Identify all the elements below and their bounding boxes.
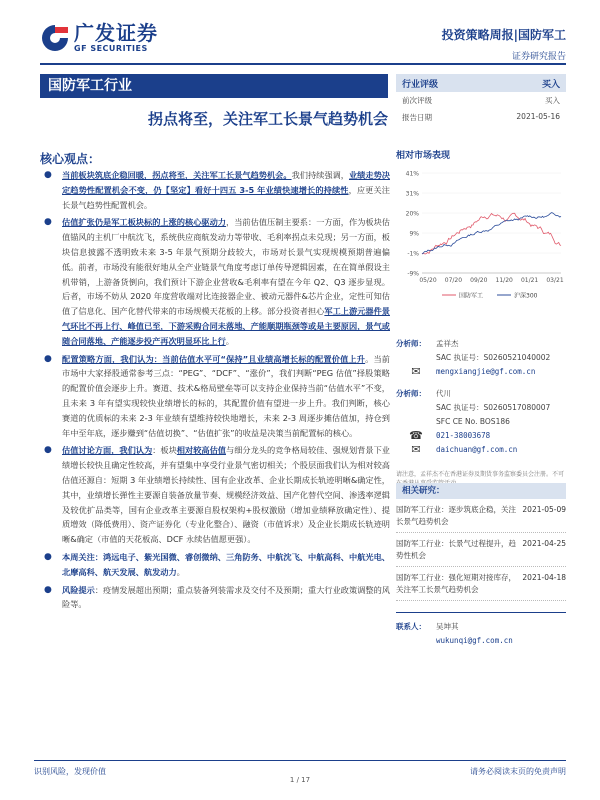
y-tick-label: 9% bbox=[409, 230, 419, 238]
x-tick-label: 07/20 bbox=[444, 277, 463, 284]
core-view-item: ● 估值扩张仍是军工板块标的上涨的核心驱动力，当前估值压制主要系：一方面，作为板块估值锚风的主机厂中航沈飞，系统供应商航发动力等带收、毛利率拐点未兑现；另一方面，板块信息披露不透明致未来 3-5 年景气预期分歧较大，市场对长景气实现规模预期普遍偏低。前者，市场没有能很好地从全产业链景气角度考虑订单传导逻辑因素，在在简单假设主机带销，上游备货倒向，我们预计下游企业营收&毛利率有望在今年 Q2、Q3 逐步显现。后者，市场不妨从 2020 年度营收端对比连接器企业、被动元器件&芯片企业，定性可知估值了信息化、国产化替代带来的市场规模天花板的上移。部分投资者担心军工上游元器件景气环比不再上行、峰值已至，下游采购合同未落地、产能顺期瓶颈等或是主要原因，景气或随合同落地、产能逐步投产再次明显环比上行。 bbox=[44, 217, 390, 346]
y-tick-label: -1% bbox=[407, 250, 419, 258]
previous-rating-row: 前次评级 买入 bbox=[402, 96, 560, 105]
footer-slogan: 识别风险，发现价值 bbox=[34, 767, 106, 776]
x-tick-label: 01/21 bbox=[520, 277, 539, 284]
y-tick-label: 31% bbox=[405, 190, 419, 198]
rating-header bbox=[396, 74, 566, 92]
analyst-role: 分析师： bbox=[396, 388, 426, 398]
legend-label: 国防军工 bbox=[459, 292, 484, 300]
contact-name: 吴坤其 bbox=[436, 621, 459, 631]
report-subtype: 证券研究报告 bbox=[511, 52, 566, 62]
email-icon: ✉ bbox=[411, 364, 421, 378]
series-line-defense bbox=[422, 213, 561, 254]
disclaimer-note: 请注意，孟祥杰不在香港证券及期货事务监察委员会注册。不可 bbox=[396, 471, 565, 478]
core-view-item: ● 本周关注：鸿远电子、紫光国微、睿创微纳、三角防务、中航沈飞、中航高科、中航光电、北摩高科、航天发展、航发动力。 bbox=[44, 551, 390, 577]
analyst-block-1 bbox=[396, 336, 566, 378]
core-view-item: ● 配置策略方面，我们认为：当前估值水平可“保持”且业绩高增长标的配置价值上升。当前市场中大家择股通常参考三点：“PEG”、“DCF”、“涨价”，我们判断“PEG 估值”择股策略的配置价值会逐步上升。赛道、技术&格局壁垒等可以支持企业保持当前“估值水平”不变，且未来 3 年有望实现较快业绩增长的标的，其配置价值有望进一步上升。我们判断，核心赛道的优质标的未来 2-3 年业绩有望维持较快地增长，未来 2-3 周逐步摊估值加，持仓到年中至年底，逐步赚到“估值切换”、“估值扩张”的收益是决策当前配置标的核心。 bbox=[44, 353, 390, 438]
rating-label: 行业评级 bbox=[402, 79, 439, 90]
industry-banner: 国防军工行业 bbox=[40, 74, 388, 98]
bullet-icon: ● bbox=[44, 445, 52, 456]
logo-name-en: GF SECURITIES bbox=[74, 44, 148, 53]
logo bbox=[40, 22, 158, 53]
analyst-sfc: SFC CE No. BOS186 bbox=[436, 416, 510, 426]
bullet-icon: ● bbox=[44, 551, 52, 562]
analyst-sac: SAC 执证号：S0260517080007 bbox=[436, 402, 551, 412]
report-date-row: 报告日期 2021-05-16 bbox=[402, 112, 560, 122]
related-research bbox=[396, 483, 566, 601]
logo-name-cn: 广发证券 bbox=[74, 21, 158, 45]
report-headline: 拐点将至，关注军工长景气趋势机会 bbox=[147, 110, 388, 128]
core-view-item: ● 估值讨论方面，我们认为：板块相对较高估值与细分龙头的竞争格局较佳、强规划背景下业绩增长较快且确定性较高，并有望集中享受行业景气密切相关；个股层面我们认为相对较高估值还源自：短期 3 年业绩增长持续性、国有企业改革、企业长期成长轨迹明晰&确定性，其中，业绩增长弹性主要源自装备放量节奏、规模经济效益、国产化替代空间、渗透率逻辑及较优扩品类等，国有企业改革主要源自股权架构+股权激励（增加业绩释放确定性）、提质增效（降低费用）、资产证券化（专业化整合）、融资（市值诉求）及企业长期成长轨迹明晰&确定（市值的天花板高、DCF 永续估值愿更强）。 bbox=[44, 445, 390, 545]
y-tick-label: 20% bbox=[405, 210, 419, 218]
rating-value: 买入 bbox=[541, 79, 560, 90]
research-item[interactable]: 国防军工行业：强化短期对接库存，关注军工长景气趋势机会 2021-04-18 bbox=[396, 567, 566, 601]
analyst-block-2 bbox=[396, 386, 566, 456]
footer-disclaimer: 请务必阅读末页的免责声明 bbox=[470, 767, 566, 776]
analyst-role: 分析师： bbox=[396, 338, 426, 348]
x-tick-label: 11/20 bbox=[495, 277, 513, 284]
phone-icon: ☎ bbox=[409, 428, 423, 442]
contact-block bbox=[396, 612, 566, 647]
bullet-icon: ● bbox=[44, 584, 52, 595]
rating-panel bbox=[396, 74, 566, 126]
research-item[interactable]: 国防军工行业：逐步筑底企稳，关注长景气趋势机会 2021-05-09 bbox=[396, 499, 566, 533]
contact-email[interactable]: wukunqi@gf.com.cn bbox=[436, 635, 513, 645]
analyst-email[interactable]: daichuan@gf.com.cn bbox=[436, 444, 518, 454]
bullet-icon: ● bbox=[44, 353, 52, 364]
core-view-list bbox=[40, 168, 390, 615]
market-performance-title: 相对市场表现 bbox=[396, 151, 451, 161]
related-research-title: 相关研究： bbox=[396, 483, 566, 499]
legend-label: 沪深300 bbox=[514, 292, 538, 300]
research-item[interactable]: 国防军工行业：长景气过程提升，趋势性机会 2021-04-25 bbox=[396, 533, 566, 567]
contact-role: 联系人： bbox=[396, 621, 426, 631]
y-tick-label: 41% bbox=[405, 170, 419, 178]
x-tick-label: 05/20 bbox=[419, 277, 437, 284]
core-view-item: ● 当前板块筑底企稳回暖，拐点将至，关注军工长景气趋势机会。我们持续强调，业绩走势决定趋势性配置机会不变，仍【坚定】看好十四五 3-5 年业绩快速增长的持续性，应更关注长景气趋势性配置机会。 bbox=[44, 170, 390, 210]
bullet-icon: ● bbox=[44, 170, 52, 180]
chart-svg bbox=[396, 165, 566, 315]
analyst-email[interactable]: mengxiangjie@gf.com.cn bbox=[436, 366, 536, 376]
y-tick-label: -9% bbox=[407, 270, 419, 278]
header-divider bbox=[40, 63, 566, 65]
email-icon: ✉ bbox=[411, 442, 421, 456]
market-performance-chart bbox=[396, 165, 566, 315]
analyst-sac: SAC 执证号：S0260521040002 bbox=[436, 352, 551, 362]
core-view-item: ● 风险提示：疫情发展超出预期；重点装备列装需求及交付不及预期；重大行业政策调整的风险等。 bbox=[44, 584, 390, 610]
analyst-name: 代川 bbox=[436, 388, 451, 398]
page-number: 1 / 17 bbox=[289, 776, 311, 784]
gf-logo-icon bbox=[40, 23, 70, 53]
bullet-icon: ● bbox=[44, 217, 52, 228]
analyst-phone: 021-38003678 bbox=[436, 430, 491, 440]
core-view-title: 核心观点： bbox=[40, 152, 101, 166]
page-footer bbox=[34, 760, 566, 777]
x-tick-label: 03/21 bbox=[546, 277, 564, 284]
x-tick-label: 09/20 bbox=[470, 277, 488, 284]
report-header bbox=[442, 26, 566, 62]
report-type: 投资策略周报|国防军工 bbox=[441, 28, 566, 42]
analyst-name: 孟祥杰 bbox=[436, 338, 459, 348]
